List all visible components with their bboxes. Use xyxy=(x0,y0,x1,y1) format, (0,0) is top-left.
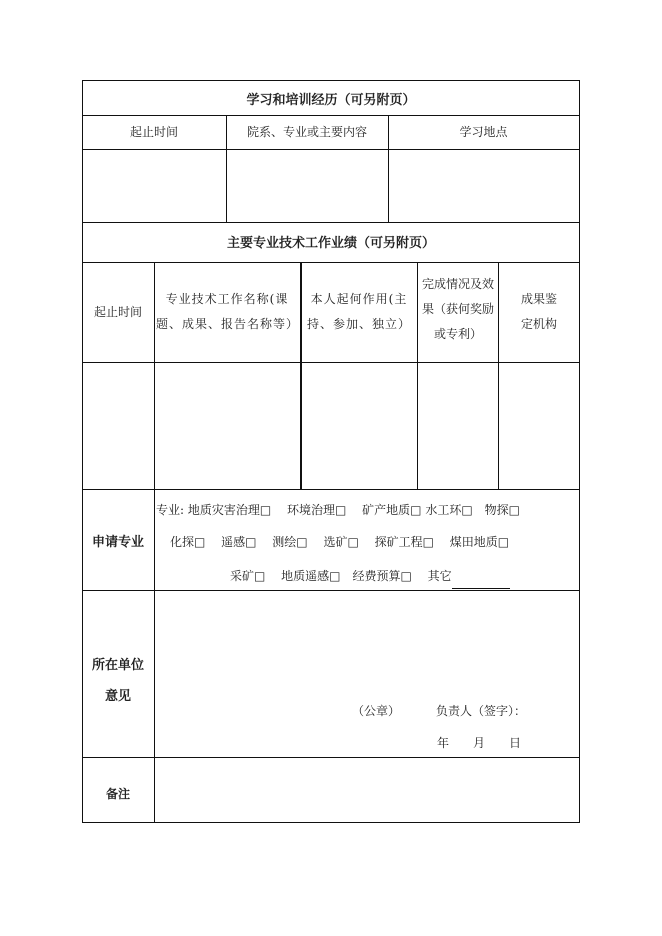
work-header-name: 专业技术工作名称(课题、成果、报告名称等） xyxy=(156,292,300,331)
work-header-result: 完成情况及效果（获何奖励或专利） xyxy=(421,277,494,341)
major-options-2[interactable]: 化探□ 遥感□ 测绘□ 选矿□ 探矿工程□ 煤田地质□ xyxy=(170,535,510,549)
study-header-place: 学习地点 xyxy=(459,125,508,139)
work-header-appraisal: 成果鉴定机构 xyxy=(520,292,557,331)
major-options-1[interactable]: 专业: 地质灾害治理□ 环境治理□ 矿产地质□ 水工环□ 物探□ xyxy=(156,503,520,517)
other-blank-line[interactable] xyxy=(452,576,510,589)
work-header-time: 起止时间 xyxy=(93,305,142,319)
seal-text: （公章） xyxy=(352,704,401,718)
unit-label: 所在单位意见 xyxy=(91,658,144,704)
signer-text: 负责人（签字）： xyxy=(436,704,527,718)
work-title: 主要专业技术工作业绩（可另附页） xyxy=(226,236,435,251)
study-title: 学习和培训经历（可另附页） xyxy=(246,93,416,108)
major-options-3[interactable]: 采矿□ 地质遥感□ 经费预算□ 其它 xyxy=(230,564,510,589)
work-header-role: 本人起何作用(主持、参加、独立） xyxy=(306,292,411,331)
study-header-time: 起止时间 xyxy=(129,125,178,139)
major-label: 申请专业 xyxy=(91,535,144,550)
remarks-label: 备注 xyxy=(105,787,130,801)
study-header-content: 院系、专业或主要内容 xyxy=(246,125,367,139)
date-text: 年 月 日 xyxy=(437,736,522,750)
